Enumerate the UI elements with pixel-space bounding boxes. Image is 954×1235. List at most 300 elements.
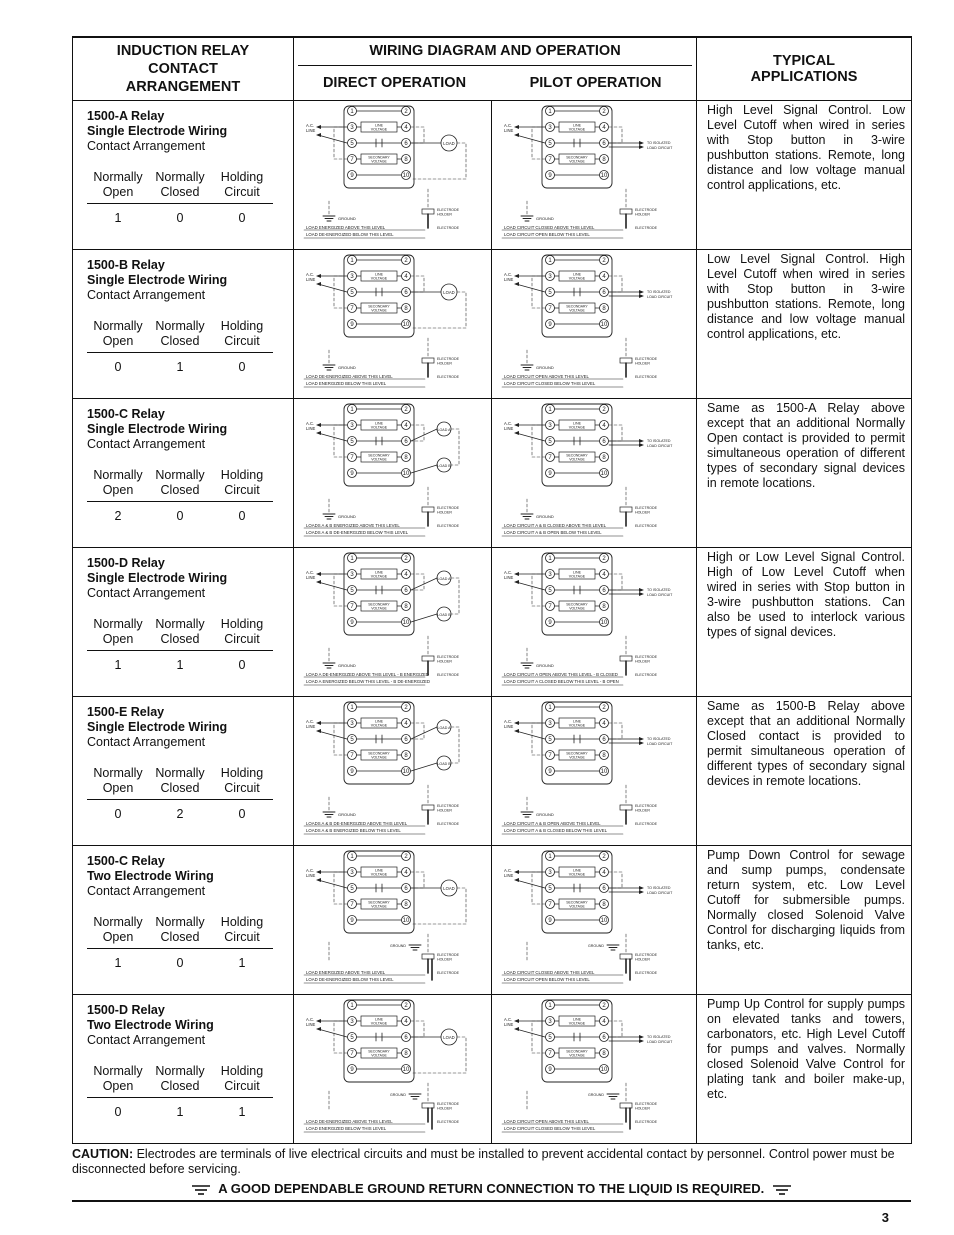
- contact-grid: [87, 766, 273, 821]
- ground-label: GROUND: [338, 663, 356, 668]
- terminal-number: 2: [602, 705, 606, 711]
- terminal-number: 5: [350, 588, 354, 594]
- caution-label: CAUTION:: [72, 1147, 134, 1161]
- terminal-number: 6: [404, 588, 408, 594]
- relay-wiring: Single Electrode Wiring: [87, 571, 228, 585]
- contact-grid: [87, 468, 273, 523]
- diagram-label: HOLDER: [635, 361, 650, 366]
- diagram-label: VOLTAGE: [568, 276, 586, 281]
- diagram-label: SECONDARY: [566, 900, 588, 905]
- terminal-number: 9: [350, 471, 354, 477]
- normally-closed-label: Normally Closed: [155, 1064, 205, 1093]
- diagram-label: LINE: [306, 724, 316, 729]
- relay-row: [73, 399, 912, 548]
- terminal-number: 6: [602, 588, 606, 594]
- level-below-label: LOAD CIRCUIT A CLOSED BELOW THIS LEVEL - B OPEN: [504, 679, 619, 684]
- diagram-label: ELECTRODE: [437, 357, 459, 361]
- level-below-label: LOAD ENERGIZED BELOW THIS LEVEL: [306, 1126, 387, 1131]
- header-wiring-title: WIRING DIAGRAM AND OPERATION: [298, 39, 692, 66]
- diagram-label: SECONDARY: [368, 900, 390, 905]
- diagram-label: A.C.: [504, 421, 513, 426]
- holding-circuit-label: Holding Circuit: [220, 766, 264, 795]
- typical-application: High or Low Level Signal Control. High of Low Level Cutoff when wired in series with Stop button in 3-wire pushbutton stations. Can also be used to interlock various types of signal devices.: [697, 548, 912, 697]
- terminal-number: 7: [350, 306, 354, 312]
- diagram-label: SECONDARY: [566, 304, 588, 309]
- direct-operation-diagram: [294, 697, 492, 846]
- diagram-label: ELECTRODE: [635, 822, 657, 826]
- direct-operation-diagram: [294, 101, 492, 250]
- diagram-label: LINE: [573, 719, 581, 724]
- diagram-label: ELECTRODE: [635, 357, 657, 361]
- diagram-label: VOLTAGE: [371, 755, 387, 760]
- terminal-number: 7: [350, 1051, 354, 1057]
- relay-wiring: Single Electrode Wiring: [87, 720, 228, 734]
- contact-grid: [87, 319, 273, 374]
- relay-row: [73, 250, 912, 399]
- terminal-number: 4: [404, 1019, 408, 1025]
- diagram-label: LINE: [573, 868, 581, 873]
- terminal-number: 9: [548, 173, 552, 179]
- terminal-number: 3: [548, 572, 552, 578]
- terminal-number: 3: [548, 721, 552, 727]
- level-above-label: LOAD ENERGIZED ABOVE THIS LEVEL: [306, 970, 386, 975]
- holding-circuit-count: 1: [238, 1105, 246, 1119]
- diagram-label: HOLDER: [437, 659, 452, 664]
- diagram-label: LINE: [504, 1022, 514, 1027]
- wiring-diagram-svg: [492, 101, 697, 241]
- typical-application: High Level Signal Control. Low Level Cutoff when wired in series with Stop button in 3-wire pushbutton stations. Remote, long distance and low voltage manual control applications, etc.: [697, 101, 912, 250]
- diagram-label: LINE: [573, 1017, 581, 1022]
- relay-contact-label: Contact Arrangement: [87, 139, 206, 153]
- diagram-label: VOLTAGE: [568, 872, 586, 877]
- normally-open-label: Normally Open: [93, 915, 143, 944]
- normally-open-count: 1: [114, 956, 122, 970]
- diagram-label: ELECTRODE: [437, 655, 459, 659]
- diagram-label: ELECTRODE: [437, 208, 459, 212]
- normally-open-count: 1: [114, 211, 122, 225]
- caution-text: Electrodes are terminals of live electrical circuits and must be installed to prevent accidental contact by personnel. Control power must be disconnected before servicing.: [72, 1147, 895, 1176]
- terminal-number: 6: [404, 737, 408, 743]
- level-above-label: LOADS A & B DE-ENERGIZED ABOVE THIS LEVEL: [306, 821, 408, 826]
- level-above-label: LOAD DE-ENERGIZED ABOVE THIS LEVEL: [306, 1119, 393, 1124]
- level-above-label: LOAD CIRCUIT A & B CLOSED ABOVE THIS LEVEL: [504, 523, 607, 528]
- diagram-label: LOAD: [443, 886, 455, 891]
- diagram-label: A.C.: [306, 421, 315, 426]
- terminal-number: 6: [404, 141, 408, 147]
- diagram-label: HOLDER: [437, 510, 452, 515]
- level-below-label: LOAD CIRCUIT A & B OPEN BELOW THIS LEVEL: [504, 530, 602, 535]
- diagram-label: VOLTAGE: [370, 127, 388, 132]
- level-below-label: LOAD CIRCUIT OPEN BELOW THIS LEVEL: [504, 977, 590, 982]
- normally-open-label: Normally Open: [93, 1064, 143, 1093]
- diagram-label: VOLTAGE: [569, 1053, 585, 1058]
- diagram-label: LINE: [306, 1022, 316, 1027]
- header-pilot-operation: PILOT OPERATION: [529, 74, 662, 91]
- diagram-label: HOLDER: [635, 808, 650, 813]
- diagram-label: SECONDARY: [368, 304, 390, 309]
- terminal-number: 2: [404, 1003, 408, 1009]
- ground-label: GROUND: [338, 812, 356, 817]
- level-above-label: LOAD CIRCUIT A & B OPEN ABOVE THIS LEVEL: [504, 821, 601, 826]
- diagram-label: LOAD B: [437, 464, 451, 468]
- diagram-label: VOLTAGE: [370, 723, 388, 728]
- terminal-number: 6: [602, 439, 606, 445]
- normally-closed-count: 0: [176, 956, 184, 970]
- terminal-number: 10: [600, 471, 608, 477]
- terminal-number: 8: [602, 157, 606, 163]
- terminal-number: 8: [602, 1051, 606, 1057]
- diagram-label: ELECTRODE: [635, 226, 657, 230]
- relay-row: [73, 548, 912, 697]
- ground-label: GROUND: [588, 1093, 604, 1097]
- direct-operation-diagram: [294, 548, 492, 697]
- terminal-number: 4: [602, 274, 606, 280]
- diagram-label: VOLTAGE: [370, 574, 388, 579]
- diagram-label: ELECTRODE: [437, 1120, 459, 1124]
- level-below-label: LOAD DE-ENERGIZED BELOW THIS LEVEL: [306, 977, 394, 982]
- diagram-label: ELECTRODE: [635, 1102, 657, 1106]
- diagram-label: HOLDER: [437, 361, 452, 366]
- terminal-number: 1: [350, 705, 354, 711]
- level-above-label: LOADS A & B ENERGIZED ABOVE THIS LEVEL: [306, 523, 400, 528]
- holding-circuit-count: 1: [238, 956, 246, 970]
- diagram-label: A.C.: [504, 570, 513, 575]
- diagram-label: HOLDER: [437, 1106, 452, 1111]
- terminal-number: 7: [548, 1051, 552, 1057]
- diagram-label: HOLDER: [437, 957, 452, 962]
- terminal-number: 3: [548, 1019, 552, 1025]
- diagram-label: ELECTRODE: [635, 208, 657, 212]
- relay-row: [73, 995, 912, 1144]
- diagram-label: LINE: [375, 719, 383, 724]
- contact-grid: [87, 915, 273, 970]
- relay-info-cell: [73, 548, 294, 697]
- diagram-label: HOLDER: [635, 659, 650, 664]
- terminal-number: 4: [602, 572, 606, 578]
- ground-notice-text: A GOOD DEPENDABLE GROUND RETURN CONNECTION TO THE LIQUID IS REQUIRED.: [218, 1181, 765, 1196]
- normally-open-count: 0: [114, 360, 122, 374]
- terminal-number: 1: [548, 556, 552, 562]
- diagram-label: SECONDARY: [566, 453, 588, 458]
- relay-info-cell: [73, 846, 294, 995]
- direct-operation-diagram: [294, 399, 492, 548]
- terminal-number: 1: [350, 1003, 354, 1009]
- diagram-label: ELECTRODE: [635, 971, 657, 975]
- wiring-diagram-svg: [492, 548, 697, 688]
- diagram-label: HOLDER: [635, 1106, 650, 1111]
- terminal-number: 5: [548, 1035, 552, 1041]
- pilot-operation-diagram: [492, 846, 697, 995]
- terminal-number: 5: [548, 439, 552, 445]
- terminal-number: 6: [602, 1035, 606, 1041]
- terminal-number: 7: [548, 753, 552, 759]
- terminal-number: 2: [404, 258, 408, 264]
- relay-wiring: Two Electrode Wiring: [87, 1018, 214, 1032]
- level-below-label: LOADS A & B ENERGIZED BELOW THIS LEVEL: [306, 828, 401, 833]
- terminal-number: 10: [402, 769, 410, 775]
- terminal-number: 2: [602, 407, 606, 413]
- diagram-label: ELECTRODE: [635, 953, 657, 957]
- relay-info-cell: [73, 399, 294, 548]
- diagram-label: SECONDARY: [368, 155, 390, 160]
- terminal-number: 5: [350, 886, 354, 892]
- pilot-operation-diagram: [492, 101, 697, 250]
- direct-operation-diagram: [294, 995, 492, 1144]
- page-number: 3: [881, 1210, 889, 1225]
- ground-notice: [72, 1181, 911, 1202]
- diagram-label: LOAD: [443, 290, 455, 295]
- relay-contact-label: Contact Arrangement: [87, 884, 206, 898]
- diagram-label: LOAD B: [437, 613, 451, 617]
- terminal-number: 10: [600, 322, 608, 328]
- diagram-label: A.C.: [504, 123, 513, 128]
- wiring-diagram-svg: [492, 399, 697, 539]
- diagram-label: TO ISOLATED: [647, 886, 671, 890]
- terminal-number: 7: [350, 157, 354, 163]
- terminal-number: 10: [600, 1067, 608, 1073]
- diagram-label: LINE: [375, 272, 383, 277]
- diagram-label: LINE: [504, 277, 514, 282]
- ground-label: GROUND: [390, 944, 406, 948]
- direct-operation-diagram: [294, 846, 492, 995]
- diagram-label: LINE: [306, 128, 316, 133]
- terminal-number: 8: [602, 455, 606, 461]
- typical-application: Pump Up Control for supply pumps on elevated tanks and towers, carbonators, etc. High Level Cutoff for pumps and valves. Normally closed Solenoid Valve Control for plating tank and boiler make-up, etc.: [697, 995, 912, 1144]
- relay-name: 1500-C Relay: [87, 407, 165, 421]
- diagram-label: A.C.: [306, 123, 315, 128]
- terminal-number: 8: [404, 157, 408, 163]
- terminal-number: 9: [350, 769, 354, 775]
- terminal-number: 9: [548, 322, 552, 328]
- relay-info-cell: [73, 697, 294, 846]
- normally-closed-label: Normally Closed: [155, 319, 205, 348]
- normally-open-count: 1: [114, 658, 122, 672]
- terminal-number: 10: [402, 173, 410, 179]
- normally-closed-count: 1: [176, 360, 184, 374]
- terminal-number: 5: [350, 290, 354, 296]
- ground-label: GROUND: [588, 944, 604, 948]
- terminal-number: 8: [404, 455, 408, 461]
- diagram-label: ELECTRODE: [437, 822, 459, 826]
- ground-symbol-icon: [191, 1184, 211, 1196]
- holding-circuit-label: Holding Circuit: [220, 617, 264, 646]
- diagram-label: ELECTRODE: [635, 804, 657, 808]
- diagram-label: LINE: [573, 421, 581, 426]
- terminal-number: 8: [404, 306, 408, 312]
- diagram-label: VOLTAGE: [569, 159, 585, 164]
- terminal-number: 7: [548, 604, 552, 610]
- diagram-label: LOAD CIRCUIT: [647, 593, 673, 597]
- terminal-number: 1: [548, 854, 552, 860]
- holding-circuit-label: Holding Circuit: [220, 170, 264, 199]
- wiring-diagram-svg: [492, 697, 697, 837]
- terminal-number: 9: [350, 620, 354, 626]
- diagram-label: LOAD CIRCUIT: [647, 444, 673, 448]
- wiring-diagram-svg: [492, 995, 697, 1135]
- terminal-number: 2: [602, 258, 606, 264]
- diagram-label: LINE: [504, 724, 514, 729]
- terminal-number: 6: [404, 886, 408, 892]
- terminal-number: 4: [602, 721, 606, 727]
- pilot-operation-diagram: [492, 250, 697, 399]
- diagram-label: LOAD: [443, 141, 455, 146]
- terminal-number: 9: [548, 471, 552, 477]
- holding-circuit-count: 0: [238, 211, 246, 225]
- relay-wiring: Single Electrode Wiring: [87, 124, 228, 138]
- normally-open-label: Normally Open: [93, 170, 143, 199]
- diagram-label: A.C.: [306, 272, 315, 277]
- diagram-label: VOLTAGE: [371, 1053, 387, 1058]
- diagram-label: LOAD CIRCUIT: [647, 146, 673, 150]
- diagram-label: VOLTAGE: [370, 276, 388, 281]
- terminal-number: 10: [402, 322, 410, 328]
- diagram-label: ELECTRODE: [437, 804, 459, 808]
- diagram-label: LINE: [573, 123, 581, 128]
- diagram-label: VOLTAGE: [370, 1021, 388, 1026]
- relay-name: 1500-E Relay: [87, 705, 165, 719]
- diagram-label: ELECTRODE: [437, 375, 459, 379]
- diagram-label: ELECTRODE: [437, 524, 459, 528]
- terminal-number: 1: [350, 258, 354, 264]
- holding-circuit-label: Holding Circuit: [220, 319, 264, 348]
- relay-contact-label: Contact Arrangement: [87, 586, 206, 600]
- pilot-operation-diagram: [492, 995, 697, 1144]
- diagram-label: TO ISOLATED: [647, 439, 671, 443]
- terminal-number: 4: [404, 423, 408, 429]
- terminal-number: 3: [350, 423, 354, 429]
- level-above-label: LOAD DE-ENERGIZED ABOVE THIS LEVEL: [306, 374, 393, 379]
- holding-circuit-count: 0: [238, 807, 246, 821]
- terminal-number: 6: [404, 1035, 408, 1041]
- diagram-label: LINE: [573, 272, 581, 277]
- terminal-number: 7: [350, 604, 354, 610]
- contact-grid: [87, 1064, 273, 1119]
- diagram-label: ELECTRODE: [437, 971, 459, 975]
- level-above-label: LOAD CIRCUIT A OPEN ABOVE THIS LEVEL - B CLOSED: [504, 672, 618, 677]
- diagram-label: LINE: [375, 421, 383, 426]
- diagram-label: A.C.: [504, 868, 513, 873]
- header-wiring-column: [294, 37, 697, 101]
- diagram-label: VOLTAGE: [371, 606, 387, 611]
- relay-name: 1500-A Relay: [87, 109, 165, 123]
- diagram-label: LOAD B: [437, 762, 451, 766]
- diagram-label: HOLDER: [635, 212, 650, 217]
- terminal-number: 1: [350, 556, 354, 562]
- diagram-label: TO ISOLATED: [647, 1035, 671, 1039]
- diagram-label: VOLTAGE: [371, 159, 387, 164]
- normally-closed-count: 1: [176, 658, 184, 672]
- diagram-label: VOLTAGE: [569, 755, 585, 760]
- wiring-diagram-svg: [294, 697, 492, 837]
- diagram-label: A.C.: [306, 719, 315, 724]
- terminal-number: 5: [548, 141, 552, 147]
- diagram-label: TO ISOLATED: [647, 588, 671, 592]
- relay-contact-label: Contact Arrangement: [87, 735, 206, 749]
- terminal-number: 6: [602, 737, 606, 743]
- relay-name: 1500-B Relay: [87, 258, 165, 272]
- terminal-number: 1: [350, 854, 354, 860]
- terminal-number: 10: [402, 471, 410, 477]
- level-below-label: LOAD CIRCUIT CLOSED BELOW THIS LEVEL: [504, 381, 596, 386]
- normally-closed-label: Normally Closed: [155, 170, 205, 199]
- diagram-label: A.C.: [306, 570, 315, 575]
- terminal-number: 5: [548, 737, 552, 743]
- diagram-label: VOLTAGE: [568, 425, 586, 430]
- header-direct-operation: DIRECT OPERATION: [322, 74, 467, 91]
- ground-label: GROUND: [536, 663, 554, 668]
- terminal-number: 3: [350, 870, 354, 876]
- holding-circuit-label: Holding Circuit: [220, 1064, 264, 1093]
- normally-open-count: 2: [114, 509, 122, 523]
- diagram-label: TO ISOLATED: [647, 141, 671, 145]
- terminal-number: 9: [548, 769, 552, 775]
- terminal-number: 3: [350, 1019, 354, 1025]
- diagram-label: SECONDARY: [368, 602, 390, 607]
- typical-application: Same as 1500-A Relay above except that an additional Normally Open contact is provided to permit simultaneous operation of different types of secondary signal devices in remote locations.: [697, 399, 912, 548]
- terminal-number: 1: [548, 1003, 552, 1009]
- terminal-number: 7: [548, 455, 552, 461]
- terminal-number: 8: [602, 902, 606, 908]
- relay-name: 1500-D Relay: [87, 556, 165, 570]
- terminal-number: 9: [350, 173, 354, 179]
- terminal-number: 9: [548, 620, 552, 626]
- wiring-diagram-svg: [294, 995, 492, 1135]
- ground-label: GROUND: [536, 216, 554, 221]
- normally-closed-count: 2: [176, 807, 184, 821]
- terminal-number: 9: [548, 918, 552, 924]
- relay-contact-label: Contact Arrangement: [87, 1033, 206, 1047]
- normally-closed-count: 0: [176, 509, 184, 523]
- diagram-label: LINE: [504, 128, 514, 133]
- diagram-label: TO ISOLATED: [647, 737, 671, 741]
- terminal-number: 2: [602, 1003, 606, 1009]
- diagram-label: VOLTAGE: [569, 308, 585, 313]
- typical-application: Low Level Signal Control. High Level Cutoff when wired in series with Stop button in 3-wire pushbutton stations. Remote, long distance and low voltage manual control applications, etc.: [697, 250, 912, 399]
- diagram-label: VOLTAGE: [569, 606, 585, 611]
- ground-label: GROUND: [536, 365, 554, 370]
- terminal-number: 8: [404, 902, 408, 908]
- diagram-label: HOLDER: [437, 212, 452, 217]
- terminal-number: 4: [404, 572, 408, 578]
- diagram-label: LINE: [375, 570, 383, 575]
- diagram-label: ELECTRODE: [635, 506, 657, 510]
- table-header-row: [73, 37, 912, 101]
- ground-label: GROUND: [338, 365, 356, 370]
- holding-circuit-count: 0: [238, 509, 246, 523]
- pilot-operation-diagram: [492, 399, 697, 548]
- typical-application: Pump Down Control for sewage and sump pumps, condensate return system, etc. Low Level Cutoff for submersible pumps. Normally closed Solenoid Valve Control for discharging liquids from tanks, etc.: [697, 846, 912, 995]
- wiring-diagram-svg: [294, 101, 492, 241]
- relay-contact-label: Contact Arrangement: [87, 288, 206, 302]
- level-above-label: LOAD CIRCUIT OPEN ABOVE THIS LEVEL: [504, 1119, 589, 1124]
- contact-grid: [87, 617, 273, 672]
- diagram-label: ELECTRODE: [437, 506, 459, 510]
- diagram-label: SECONDARY: [566, 602, 588, 607]
- level-below-label: LOAD CIRCUIT A & B CLOSED BELOW THIS LEVEL: [504, 828, 607, 833]
- normally-closed-label: Normally Closed: [155, 766, 205, 795]
- relay-row: [73, 846, 912, 995]
- terminal-number: 6: [404, 290, 408, 296]
- diagram-label: ELECTRODE: [635, 673, 657, 677]
- diagram-label: VOLTAGE: [370, 872, 388, 877]
- diagram-label: LINE: [375, 868, 383, 873]
- diagram-label: LOAD CIRCUIT: [647, 295, 673, 299]
- diagram-label: VOLTAGE: [568, 127, 586, 132]
- normally-open-label: Normally Open: [93, 766, 143, 795]
- terminal-number: 5: [548, 290, 552, 296]
- diagram-label: ELECTRODE: [635, 524, 657, 528]
- ground-label: GROUND: [338, 216, 356, 221]
